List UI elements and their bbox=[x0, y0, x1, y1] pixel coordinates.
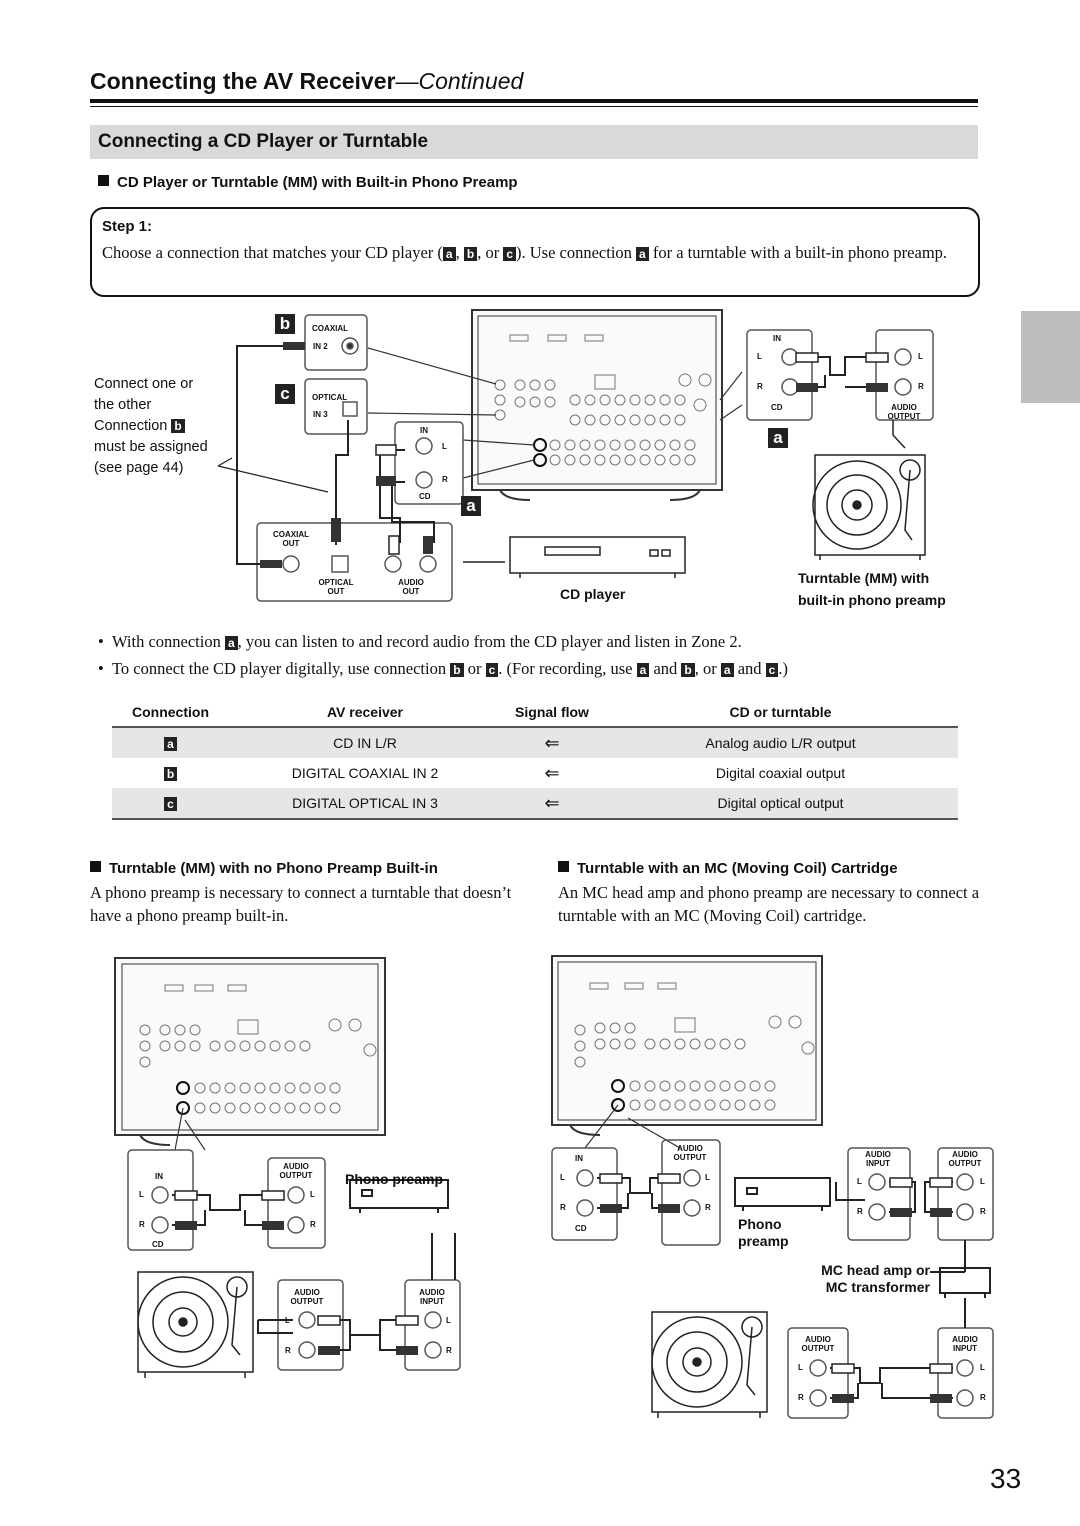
diagram-cd-turntable bbox=[0, 300, 1080, 620]
bullet-1 bbox=[98, 630, 972, 653]
diagram-mc-cartridge bbox=[540, 950, 1080, 1430]
step-text-2: , bbox=[455, 243, 464, 262]
row-label-b: b bbox=[164, 767, 177, 781]
square-bullet-icon bbox=[90, 861, 101, 872]
bullet-dot: • bbox=[98, 659, 104, 678]
d2-R3: R bbox=[285, 1346, 291, 1355]
header-continued: —Continued bbox=[395, 68, 524, 94]
table-cell: Digital optical output bbox=[603, 788, 958, 819]
d3-audio-output: AUDIO OUTPUT bbox=[673, 1144, 707, 1162]
square-bullet-icon bbox=[98, 175, 109, 186]
square-bullet-icon bbox=[558, 861, 569, 872]
step-text bbox=[102, 241, 967, 264]
label-in-right: IN bbox=[773, 334, 781, 343]
d2-in: IN bbox=[155, 1172, 163, 1181]
d3-R2: R bbox=[705, 1203, 711, 1212]
d3-L4: L bbox=[980, 1177, 985, 1186]
label-L-tt: L bbox=[918, 352, 923, 361]
connect-note-text-2: must be assigned (see page 44) bbox=[94, 439, 208, 476]
table-cell: CD IN L/R bbox=[229, 727, 501, 758]
table-cell bbox=[112, 788, 229, 819]
label-b: b bbox=[464, 247, 477, 261]
d2-L4: L bbox=[446, 1316, 451, 1325]
connect-note bbox=[94, 374, 214, 479]
label-b: b bbox=[450, 663, 463, 677]
label-audio-output: AUDIO OUTPUT bbox=[887, 403, 921, 421]
d3-L5: L bbox=[798, 1363, 803, 1372]
turntable-caption: Turntable (MM) with bbox=[798, 570, 930, 586]
bullet-2-text-f: and bbox=[733, 659, 766, 678]
section-band bbox=[90, 125, 978, 159]
d2-cd: CD bbox=[152, 1240, 164, 1249]
label-R-tt: R bbox=[918, 382, 924, 391]
cd-player-caption: CD player bbox=[560, 586, 626, 602]
subheading-1-text: CD Player or Turntable (MM) with Built-in Phono Preamp bbox=[117, 174, 518, 191]
subheading-2 bbox=[90, 860, 438, 877]
subheading-3-text: Turntable with an MC (Moving Coil) Cartridge bbox=[577, 860, 898, 877]
page-number: 33 bbox=[990, 1463, 1022, 1494]
bullet-2-text-a: To connect the CD player digitally, use connection bbox=[112, 659, 451, 678]
d3-audio-output-tt: AUDIO OUTPUT bbox=[801, 1335, 835, 1353]
d3-L2: L bbox=[705, 1173, 710, 1182]
label-c: c bbox=[486, 663, 499, 677]
bullet-2-text-e: , or bbox=[694, 659, 721, 678]
row-label-a: a bbox=[164, 737, 177, 751]
label-L: L bbox=[442, 442, 447, 451]
table-cell: Digital coaxial output bbox=[715, 765, 846, 781]
label-L-right: L bbox=[757, 352, 762, 361]
d2-audio-output-tt: AUDIO OUTPUT bbox=[290, 1288, 324, 1306]
bullet-2-text-d: and bbox=[649, 659, 682, 678]
d3-R4: R bbox=[980, 1207, 986, 1216]
bullet-1-text-a: With connection bbox=[112, 632, 225, 651]
label-R-right: R bbox=[757, 382, 763, 391]
header-title: Connecting the AV Receiver bbox=[90, 68, 396, 94]
label-b: b bbox=[681, 663, 694, 677]
table-cell bbox=[112, 727, 229, 758]
step-text-4: ). Use connection bbox=[516, 243, 637, 262]
d3-mc-1: MC head amp or bbox=[821, 1262, 930, 1278]
table-header: Signal flow bbox=[501, 698, 603, 727]
d3-in: IN bbox=[575, 1154, 583, 1163]
d2-phono-preamp: Phono preamp bbox=[345, 1171, 444, 1187]
d3-audio-output-2: AUDIO OUTPUT bbox=[948, 1150, 982, 1168]
d3-L3: L bbox=[857, 1177, 862, 1186]
bullet-2 bbox=[98, 657, 972, 680]
subheading-2-text: Turntable (MM) with no Phono Preamp Built-in bbox=[109, 860, 438, 877]
d2-L: L bbox=[139, 1190, 144, 1199]
d2-L2: L bbox=[310, 1190, 315, 1199]
table-cell bbox=[112, 758, 229, 788]
sub2-body: A phono preamp is necessary to connect a turntable that doesn’t have a phono preamp built-in. bbox=[90, 883, 512, 925]
table-cell: DIGITAL COAXIAL IN 2 bbox=[291, 765, 439, 781]
label-optical: OPTICAL bbox=[312, 393, 348, 402]
label-cd-right: CD bbox=[771, 403, 783, 412]
step-text-3: , or bbox=[477, 243, 504, 262]
header-rule bbox=[90, 99, 978, 103]
turntable-caption-2: built-in phono preamp bbox=[798, 592, 946, 608]
label-a: a bbox=[225, 636, 238, 650]
connect-note-text: Connect one or the other Connection bbox=[94, 376, 194, 434]
step-text-5: for a turntable with a built-in phono preamp. bbox=[648, 243, 948, 262]
d2-L3: L bbox=[285, 1316, 290, 1325]
subheading-1 bbox=[98, 174, 518, 191]
label-in: IN bbox=[420, 426, 428, 435]
diagram-phono-preamp bbox=[0, 950, 540, 1430]
diagram-label-a-turntable: a bbox=[768, 428, 788, 448]
d3-audio-input: AUDIO INPUT bbox=[865, 1150, 891, 1168]
d3-R3: R bbox=[857, 1207, 863, 1216]
bullet-2-text-g: .) bbox=[778, 659, 788, 678]
d3-preamp: preamp bbox=[738, 1233, 789, 1249]
row-label-c: c bbox=[164, 797, 177, 811]
diagram-label-a: a bbox=[461, 496, 481, 516]
label-R: R bbox=[442, 475, 448, 484]
d2-audio-output: AUDIO OUTPUT bbox=[279, 1162, 313, 1180]
step-text-1: Choose a connection that matches your CD player ( bbox=[102, 243, 443, 262]
d2-R2: R bbox=[310, 1220, 316, 1229]
table-header: CD or turntable bbox=[603, 698, 958, 727]
label-coaxial-out: COAXIAL OUT bbox=[273, 530, 309, 548]
label-in3: IN 3 bbox=[313, 410, 328, 419]
table-cell: ⇐ bbox=[544, 762, 560, 783]
label-b: b bbox=[171, 419, 184, 433]
mc-cartridge-diagram bbox=[540, 950, 1080, 1430]
label-audio-out: AUDIO OUT bbox=[398, 578, 424, 596]
table-header: Connection bbox=[112, 698, 229, 727]
d3-phono: Phono bbox=[738, 1216, 782, 1232]
bullet-2-text-b: or bbox=[463, 659, 486, 678]
subheading-3 bbox=[558, 860, 898, 877]
d3-mc-2: MC transformer bbox=[825, 1279, 930, 1295]
d3-R6: R bbox=[980, 1393, 986, 1402]
label-coaxial: COAXIAL bbox=[312, 324, 348, 333]
d3-cd: CD bbox=[575, 1224, 587, 1233]
d2-audio-input: AUDIO INPUT bbox=[419, 1288, 445, 1306]
table-cell: DIGITAL OPTICAL IN 3 bbox=[229, 788, 501, 819]
table-row bbox=[112, 788, 958, 819]
connection-table bbox=[112, 698, 958, 820]
sub3-body: An MC head amp and phono preamp are necessary to connect a turntable with an MC (Moving Coil) cartridge. bbox=[558, 883, 980, 925]
phono-preamp-diagram bbox=[0, 950, 540, 1430]
bullet-1-text-b: , you can listen to and record audio from the CD player and listen in Zone 2. bbox=[237, 632, 742, 651]
d3-L: L bbox=[560, 1173, 565, 1182]
diagram-label-c: c bbox=[275, 384, 295, 404]
d3-audio-input-2: AUDIO INPUT bbox=[952, 1335, 978, 1353]
d3-L6: L bbox=[980, 1363, 985, 1372]
label-in2: IN 2 bbox=[313, 342, 328, 351]
d3-R: R bbox=[560, 1203, 566, 1212]
table-cell: ⇐ bbox=[501, 727, 603, 758]
table-header: AV receiver bbox=[229, 698, 501, 727]
table-row bbox=[112, 758, 958, 788]
bullet-2-text-c: . (For recording, use bbox=[498, 659, 637, 678]
label-c: c bbox=[766, 663, 779, 677]
label-a: a bbox=[443, 247, 456, 261]
d2-R4: R bbox=[446, 1346, 452, 1355]
label-a: a bbox=[637, 663, 650, 677]
label-a: a bbox=[721, 663, 734, 677]
d2-R: R bbox=[139, 1220, 145, 1229]
diagram-label-b: b bbox=[275, 314, 295, 334]
page-header bbox=[90, 68, 523, 95]
table-row bbox=[112, 727, 958, 758]
label-optical-out: OPTICAL OUT bbox=[318, 578, 354, 596]
header-rule-thin bbox=[90, 106, 978, 107]
label-cd: CD bbox=[419, 492, 431, 501]
label-c: c bbox=[503, 247, 516, 261]
label-a: a bbox=[636, 247, 649, 261]
table-cell: ⇐ bbox=[501, 788, 603, 819]
table-cell: Analog audio L/R output bbox=[603, 727, 958, 758]
d3-R5: R bbox=[798, 1393, 804, 1402]
step-label: Step 1: bbox=[102, 218, 153, 235]
section-title: Connecting a CD Player or Turntable bbox=[98, 131, 429, 152]
bullet-dot: • bbox=[98, 632, 104, 651]
